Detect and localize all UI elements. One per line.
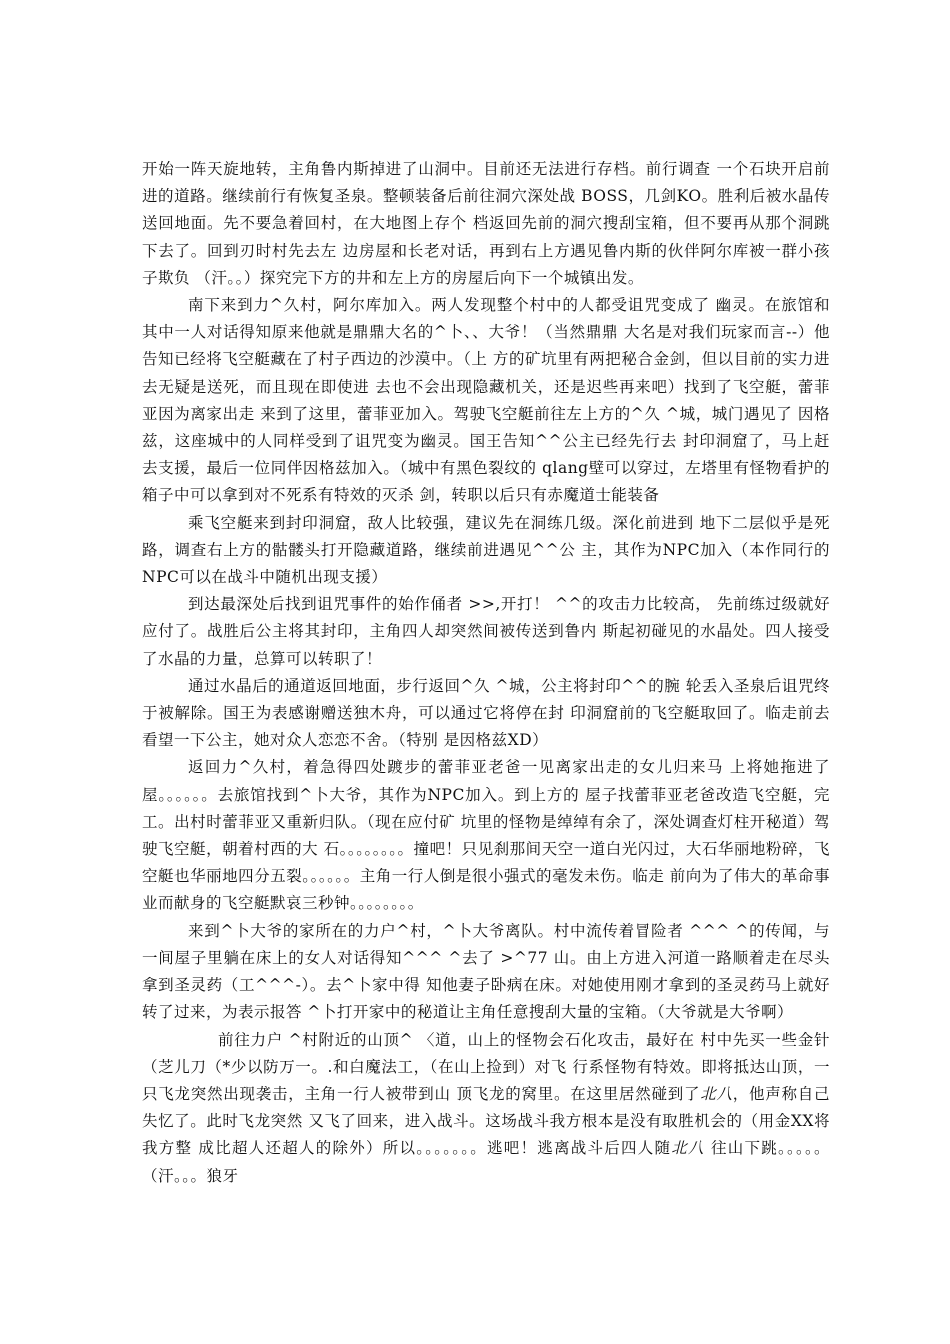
paragraph-boss-fight: 到达最深处后找到诅咒事件的始作俑者 >>,开打！ ^^的攻击力比较高， 先前练过级就好应付了。战胜后公主将其封印，主角四人却突然间被传送到鲁内 斯起初碰见的水晶处。四人接受了水晶的力量，总算可以转职了！ (142, 595, 830, 668)
paragraph-return-castle: 通过水晶后的通道返回地面，步行返回^久 ^城，公主将封印^^的腕 轮丢入圣泉后诅咒终于被解除。国王为表感谢赠送独木舟，可以通过它将停在封 印洞窟前的飞空艇取回了。临走前去看望一下公主，她对众人恋恋不舍。（特别 是因格兹XD） (142, 676, 830, 750)
paragraph-text-middle: ，他声称自己失忆了。此时飞龙突然 又飞了回来，进入战斗。这场战斗我方根本是没有取胜机会的（用金XX将我方整 成比超人还超人的除外）所以。。。。。。。逃吧！逃离战斗后四人随 (142, 1084, 830, 1158)
paragraph-cave-intro: 开始一阵天旋地转，主角鲁内斯掉进了山洞中。目前还无法进行存档。前行调查 一个石块开启前进的道路。继续前行有恢复圣泉。整顿装备后前往洞穴深处战 BOSS，几剑KO。胜利后被水晶传送回地面。先不要急着回村，在大地图上存个 档返回先前的洞穴搜刮宝箱，但不要再从那个洞跳下去了。回到刃时村先去左 边房屋和长老对话，再到右上方遇见鲁内斯的伙伴阿尔库被一群小孩子欺负 （汗。。）探究完下方的井和左上方的房屋后向下一个城镇出发。 (142, 160, 830, 287)
paragraph-text-after: 往山下跳。。。。。（汗。。。狼牙 (142, 1139, 830, 1185)
paragraph-village-curse: 南下来到力^久村，阿尔库加入。两人发现整个村中的人都受诅咒变成了 幽灵。在旅馆和其中一人对话得知原来他就是鼎鼎大名的^卜、、大爷！（当然鼎鼎 大名是对我们玩家而言--）他告知已经将飞空艇藏在了村子西边的沙漠中。（上 方的矿坑里有两把秘合金剑，但以目前的实力进去无疑是送死，而且现在即使进 去也不会出现隐藏机关，还是迟些再来吧）找到了飞空艇，蕾菲亚因为离家出走 来到了这里，蕾菲亚加入。驾驶飞空艇前往左上方的^久 ^城，城门遇见了 因格兹，这座城中的人同样受到了诅咒变为幽灵。国王告知^^公主已经先行去 封印洞窟了，马上赶去支援，最后一位同伴因格兹加入。（城中有黑色裂纹的 qlang壁可以穿过，左塔里有怪物看护的箱子中可以拿到对不死系有特效的灭杀 剑，转职以后只有赤魔道士能装备 (142, 296, 830, 505)
paragraph-village-elixir: 来到^卜大爷的家所在的力户^村，^卜大爷离队。村中流传着冒险者 ^^^ ^的传闻，与一间屋子里躺在床上的女人对话得知^^^ ^去了 >^77 山。由上方进入河道一路顺着走在尽头拿到圣灵药（工^^^-）。去^卜家中得 知他妻子卧病在床。对她使用刚才拿到的圣灵药马上就好转了过来，为表示报答 ^卜打开家中的秘道让主角任意搜刮大量的宝箱。（大爷就是大爷啊） (142, 921, 830, 1022)
character-name: 北八 (700, 1084, 733, 1103)
paragraph-seal-cave: 乘飞空艇来到封印洞窟，敌人比较强，建议先在洞练几级。深化前进到 地下二层似乎是死路，调查右上方的骷髅头打开隐藏道路，继续前进遇见^^公 主，其作为NPC加入（本作同行的NPC可以在战斗中随机出现支援） (142, 513, 830, 587)
document-body (142, 156, 830, 1190)
paragraph-mountain-top (142, 1027, 830, 1190)
paragraph-text-before: 前往力户 ^村附近的山顶^ 〈道，山上的怪物会石化攻击，最好在 村中先买一些金针（芝儿刀（*少以防万一。.和白魔法工，（在山上捡到）对飞 行系怪物有特效。即将抵达山顶，一只飞龙突然出现袭击，主角一行人被带到山 顶飞龙的窝里。在这里居然碰到了 (142, 1030, 830, 1103)
paragraph-airship-crash: 返回力^久村，着急得四处踱步的蕾菲亚老爸一见离家出走的女儿归来马 上将她拖进了屋。。。。。。去旅馆找到^卜大爷，其作为NPC加入。到上方的 屋子找蕾菲亚老爸改造飞空艇，完工。出村时蕾菲亚又重新归队。（现在应付矿 坑里的怪物是绰绰有余了，深处调查灯柱开秘道）驾驶飞空艇，朝着村西的大 石。。。。。。。。撞吧！只见刹那间天空一道白光闪过，大石华丽地粉碎，飞 空艇也华丽地四分五裂。。。。。。主角一行人倒是很小强式的毫发未伤。临走 前向为了伟大的革命事业而献身的飞空艇默哀三秒钟。。。。。。。。 (142, 758, 830, 913)
character-name-second: 北八 (671, 1139, 705, 1158)
